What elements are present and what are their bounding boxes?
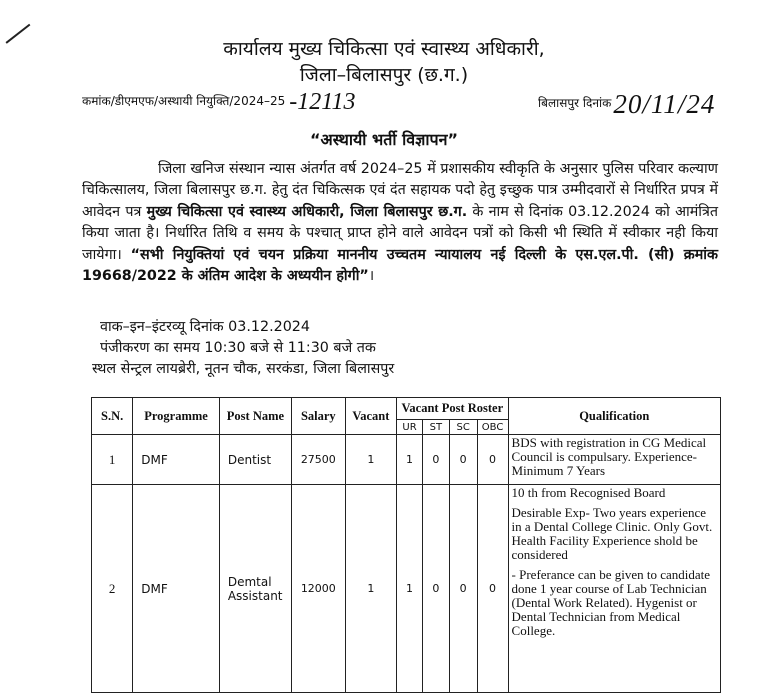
row-obc: 0 [477,435,508,485]
row-programme: DMF [133,435,220,485]
row-post: Dentist [219,435,291,485]
row-vacant: 1 [345,485,397,693]
date-line [538,89,715,120]
row-qualification: BDS with registration in CG Medical Council is compulsary. Experience- Minimum 7 Years [508,435,720,485]
row-obc: 0 [477,485,508,693]
row-sn: 1 [92,435,133,485]
venue: स्थल सेन्ट्रल लायब्रेरी, नूतन चौक, सरकंडा, जिला बिलासपुर [92,361,395,377]
notice-paragraph [82,159,718,287]
row-salary: 27500 [292,435,346,485]
row-post: Demtal Assistant [219,485,291,693]
row-vacant: 1 [345,435,397,485]
header-ur: UR [397,420,423,435]
notice-text-1: जिला खनिज संस्थान न्यास अंतर्गत वर्ष 2024–25 में प्रशासकीय स्वीकृति के अनुसार पुलिस परिवार कल्याण चिकित्सालय, जिला बिलासपुर छ.ग. हेतु दंत चिकित्सक एवं दंत सहायक पदो हेतु इच्छुक पात्र उम्मीदवारों से निर्धारित प्रपत्र में आवेदन पत्र [82,161,718,220]
row-salary: 12000 [292,485,346,693]
row-st: 0 [422,485,449,693]
header-vacant: Vacant [345,398,397,435]
district-name: जिला–बिलासपुर (छ.ग.) [299,64,469,86]
header-qualification: Qualification [508,398,720,435]
header-sn: S.N. [92,398,133,435]
header-roster: Vacant Post Roster [397,398,508,420]
header-programme: Programme [133,398,220,435]
row-programme: DMF [133,485,220,693]
reference-line [82,89,355,116]
header-st: ST [422,420,449,435]
row-sc: 0 [449,435,477,485]
row-st: 0 [422,435,449,485]
qualification-line: 10 th from Recognised Board [511,485,666,500]
table-header-row [92,398,721,420]
table-row [92,435,721,485]
notice-end: । [368,268,375,285]
date-value: 20/11/24 [613,89,716,119]
officer-name: मुख्य चिकित्सा एवं स्वास्थ्य अधिकारी, जिला बिलासपुर छ.ग. [146,203,468,220]
vacancy-table [91,397,721,693]
walkin-details [92,317,395,380]
header-salary: Salary [292,398,346,435]
header-sc: SC [449,420,477,435]
row-ur: 1 [397,485,423,693]
reference-prefix: कमांक/डीएमएफ/अस्थायी नियुक्ति/2024–25 [82,94,286,108]
qualification-line: Desirable Exp- Two years experience in a Dental College Clinic. Only Govt. Health Facility Experience shold be considered [511,505,713,562]
table-row [92,485,721,693]
row-sn: 2 [92,485,133,693]
notice-text-2: के नाम से दिनांक 03.12.2024 को आमंत्रित किया जाता है। निर्धारित तिथि व समय के पश्चात् प्राप्त होने वाले आवेदन पत्रों को किसी भी स्थिति में स्वीकार नही किया जायेगा। [82,203,718,263]
row-ur: 1 [397,435,423,485]
reference-number: -12113 [289,89,356,115]
row-qualification [508,485,720,693]
header-obc: OBC [477,420,508,435]
advertisement-title: “अस्थायी भर्ती विज्ञापन” [309,130,458,149]
header-post-name: Post Name [219,398,291,435]
row-sc: 0 [449,485,477,693]
qualification-line: - Preferance can be given to candidate done 1 year course of Lab Technician (Dental Work Related). Hygenist or Dental Technician from Medical College. [511,567,711,638]
office-name: कार्यालय मुख्य चिकित्सा एवं स्वास्थ्य अधिकारी, [223,38,545,60]
walkin-date: वाक–इन–इंटरव्यू दिनांक 03.12.2024 [100,319,310,335]
date-label: बिलासपुर दिनांक [538,96,612,110]
registration-time: पंजीकरण का समय 10:30 बजे से 11:30 बजे तक [100,340,376,356]
court-order-note: “सभी नियुक्तियां एवं चयन प्रक्रिया माननीय उच्चतम न्यायालय नई दिल्ली के एस.एल.पी. (सी) क्रमांक 19668/2022 के अंतिम आदेश के अध्ययीन होगी” [82,246,718,285]
